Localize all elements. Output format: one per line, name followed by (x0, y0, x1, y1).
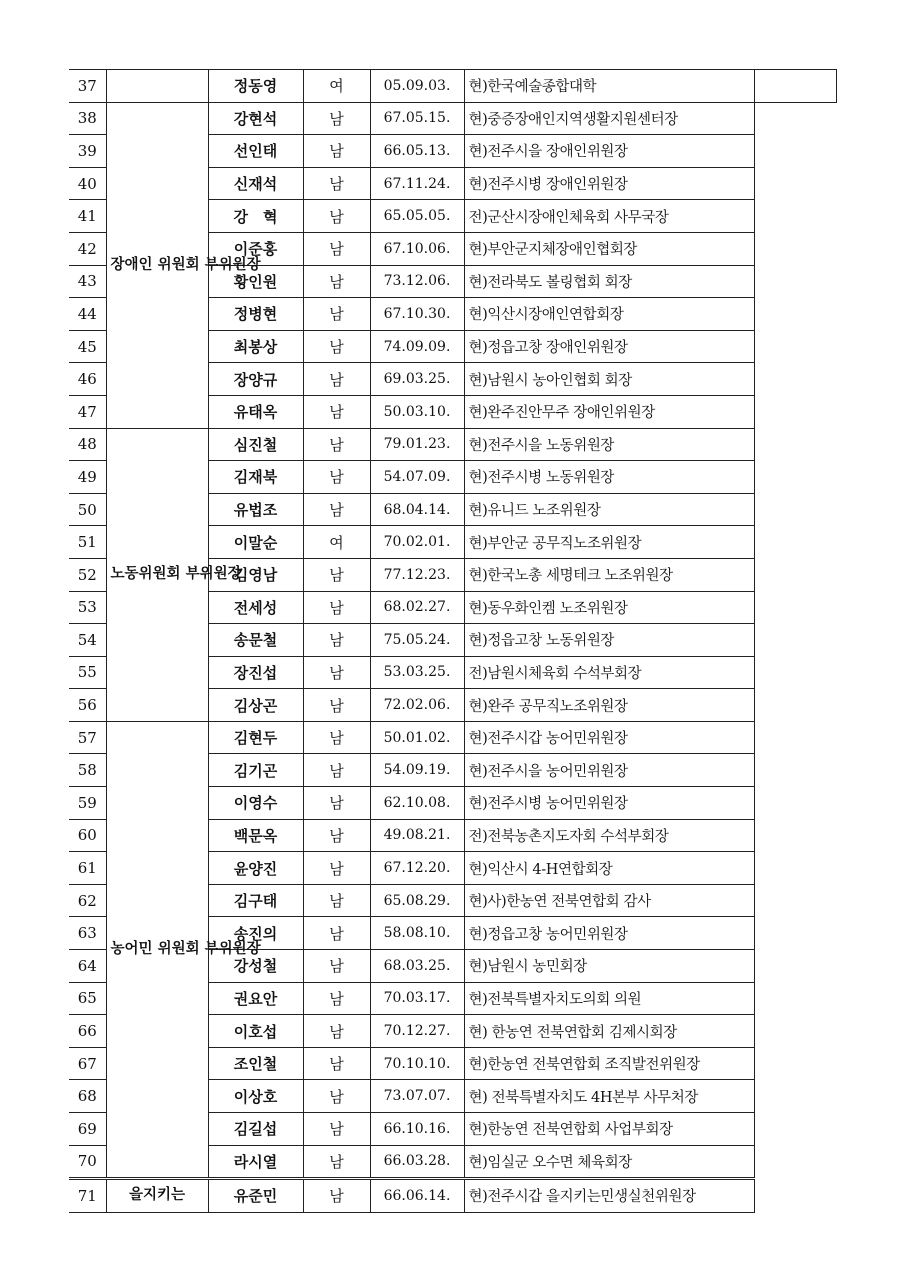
empty-cell (754, 1179, 836, 1213)
member-position: 현)전주시을 농어민위원장 (464, 754, 754, 787)
member-gender: 남 (303, 461, 370, 494)
empty-cell (754, 591, 836, 624)
empty-cell (754, 167, 836, 200)
row-number: 56 (69, 689, 106, 722)
empty-cell (754, 624, 836, 657)
member-gender: 남 (303, 721, 370, 754)
member-name: 이말순 (208, 526, 303, 559)
row-number: 69 (69, 1113, 106, 1146)
empty-cell (754, 135, 836, 168)
table-row (69, 721, 836, 754)
row-number: 59 (69, 787, 106, 820)
member-name: 송진의 (208, 917, 303, 950)
row-number: 63 (69, 917, 106, 950)
member-gender: 여 (303, 70, 370, 103)
row-number: 39 (69, 135, 106, 168)
member-position: 전)남원시체육회 수석부회장 (464, 656, 754, 689)
member-position: 현)부안군지체장애인협회장 (464, 232, 754, 265)
table-row (69, 70, 836, 103)
member-gender: 남 (303, 1179, 370, 1213)
member-gender: 남 (303, 656, 370, 689)
row-number: 45 (69, 330, 106, 363)
member-birthdate: 50.03.10. (370, 395, 464, 428)
member-name: 황인원 (208, 265, 303, 298)
table-row (69, 428, 836, 461)
member-gender: 남 (303, 167, 370, 200)
row-number: 52 (69, 558, 106, 591)
empty-cell (754, 200, 836, 233)
member-name: 윤양진 (208, 852, 303, 885)
empty-cell (754, 461, 836, 494)
empty-cell (754, 819, 836, 852)
empty-cell (754, 298, 836, 331)
member-birthdate: 50.01.02. (370, 721, 464, 754)
row-number: 71 (69, 1179, 106, 1213)
member-position: 현)전주시을 장애인위원장 (464, 135, 754, 168)
member-position: 현) 전북특별자치도 4H본부 사무처장 (464, 1080, 754, 1113)
member-birthdate: 73.07.07. (370, 1080, 464, 1113)
member-gender: 남 (303, 884, 370, 917)
member-birthdate: 58.08.10. (370, 917, 464, 950)
member-position: 현)한국노총 세명테크 노조위원장 (464, 558, 754, 591)
empty-cell (754, 330, 836, 363)
row-number: 57 (69, 721, 106, 754)
row-number: 55 (69, 656, 106, 689)
member-gender: 남 (303, 330, 370, 363)
member-birthdate: 05.09.03. (370, 70, 464, 103)
category-cell: 노동위원회 부위원장 (106, 428, 208, 721)
member-birthdate: 74.09.09. (370, 330, 464, 363)
empty-cell (754, 395, 836, 428)
row-number: 62 (69, 884, 106, 917)
member-name: 장진섭 (208, 656, 303, 689)
member-name: 장양규 (208, 363, 303, 396)
member-name: 이호섭 (208, 1015, 303, 1048)
member-birthdate: 67.10.06. (370, 232, 464, 265)
member-birthdate: 67.05.15. (370, 102, 464, 135)
category-cell: 농어민 위원회 부위원장 (106, 721, 208, 1178)
member-birthdate: 77.12.23. (370, 558, 464, 591)
member-birthdate: 66.03.28. (370, 1145, 464, 1179)
member-gender: 남 (303, 558, 370, 591)
member-position: 현)익산시장애인연합회장 (464, 298, 754, 331)
row-number: 66 (69, 1015, 106, 1048)
member-name: 강성철 (208, 950, 303, 983)
row-number: 61 (69, 852, 106, 885)
member-position: 전)전북농촌지도자회 수석부회장 (464, 819, 754, 852)
member-gender: 남 (303, 591, 370, 624)
member-birthdate: 65.05.05. (370, 200, 464, 233)
member-position: 현)남원시 농민회장 (464, 950, 754, 983)
empty-cell (754, 526, 836, 559)
member-gender: 남 (303, 787, 370, 820)
row-number: 38 (69, 102, 106, 135)
member-birthdate: 70.03.17. (370, 982, 464, 1015)
member-position: 현)사)한농연 전북연합회 감사 (464, 884, 754, 917)
row-number: 68 (69, 1080, 106, 1113)
member-position: 현) 한농연 전북연합회 김제시회장 (464, 1015, 754, 1048)
member-gender: 남 (303, 950, 370, 983)
member-name: 유법조 (208, 493, 303, 526)
member-birthdate: 67.12.20. (370, 852, 464, 885)
empty-cell (754, 1145, 836, 1179)
row-number: 60 (69, 819, 106, 852)
row-number: 51 (69, 526, 106, 559)
category-cell: 을지키는 (106, 1179, 208, 1213)
member-gender: 남 (303, 135, 370, 168)
row-number: 58 (69, 754, 106, 787)
member-gender: 남 (303, 982, 370, 1015)
member-position: 현)전라북도 볼링협회 회장 (464, 265, 754, 298)
member-name: 전세성 (208, 591, 303, 624)
table-row (69, 1179, 836, 1213)
member-birthdate: 66.06.14. (370, 1179, 464, 1213)
member-name: 유태옥 (208, 395, 303, 428)
member-name: 최봉상 (208, 330, 303, 363)
member-birthdate: 70.12.27. (370, 1015, 464, 1048)
member-birthdate: 62.10.08. (370, 787, 464, 820)
member-position: 현)전북특별자치도의회 의원 (464, 982, 754, 1015)
member-birthdate: 66.10.16. (370, 1113, 464, 1146)
member-gender: 남 (303, 1047, 370, 1080)
row-number: 67 (69, 1047, 106, 1080)
member-position: 현)한국예술종합대학 (464, 70, 754, 103)
row-number: 50 (69, 493, 106, 526)
member-position: 현)한농연 전북연합회 조직발전위원장 (464, 1047, 754, 1080)
member-name: 김기곤 (208, 754, 303, 787)
member-birthdate: 72.02.06. (370, 689, 464, 722)
member-position: 현)전주시갑 농어민위원장 (464, 721, 754, 754)
member-name: 이영수 (208, 787, 303, 820)
member-position: 현)전주시병 노동위원장 (464, 461, 754, 494)
row-number: 37 (69, 70, 106, 103)
member-name: 권요안 (208, 982, 303, 1015)
empty-cell (754, 232, 836, 265)
member-birthdate: 68.04.14. (370, 493, 464, 526)
member-gender: 남 (303, 1113, 370, 1146)
empty-cell (754, 1080, 836, 1113)
empty-cell (754, 721, 836, 754)
member-name: 라시열 (208, 1145, 303, 1179)
member-birthdate: 68.03.25. (370, 950, 464, 983)
member-position: 현)정읍고창 농어민위원장 (464, 917, 754, 950)
member-birthdate: 68.02.27. (370, 591, 464, 624)
row-number: 46 (69, 363, 106, 396)
member-position: 현)전주시을 노동위원장 (464, 428, 754, 461)
member-birthdate: 79.01.23. (370, 428, 464, 461)
member-birthdate: 65.08.29. (370, 884, 464, 917)
empty-cell (754, 787, 836, 820)
member-birthdate: 66.05.13. (370, 135, 464, 168)
empty-cell (754, 428, 836, 461)
member-gender: 남 (303, 689, 370, 722)
member-birthdate: 69.03.25. (370, 363, 464, 396)
member-name: 김현두 (208, 721, 303, 754)
member-name: 정동영 (208, 70, 303, 103)
member-position: 현)임실군 오수면 체육회장 (464, 1145, 754, 1179)
row-number: 49 (69, 461, 106, 494)
member-name: 송문철 (208, 624, 303, 657)
member-position: 현)정읍고창 노동위원장 (464, 624, 754, 657)
row-number: 70 (69, 1145, 106, 1179)
member-birthdate: 67.10.30. (370, 298, 464, 331)
member-roster-table (69, 69, 837, 1213)
empty-cell (754, 265, 836, 298)
roster-body (69, 70, 836, 1213)
member-name: 김재북 (208, 461, 303, 494)
member-position: 현)한농연 전북연합회 사업부회장 (464, 1113, 754, 1146)
empty-cell (754, 1015, 836, 1048)
row-number: 48 (69, 428, 106, 461)
member-gender: 남 (303, 363, 370, 396)
empty-cell (754, 950, 836, 983)
row-number: 65 (69, 982, 106, 1015)
empty-cell (754, 102, 836, 135)
row-number: 47 (69, 395, 106, 428)
table-row (69, 102, 836, 135)
category-cell (106, 70, 208, 103)
member-position: 현)완주 공무직노조위원장 (464, 689, 754, 722)
member-position: 현)전주시병 농어민위원장 (464, 787, 754, 820)
empty-cell (754, 363, 836, 396)
member-gender: 남 (303, 819, 370, 852)
member-birthdate: 54.09.19. (370, 754, 464, 787)
row-number: 54 (69, 624, 106, 657)
note-cell (754, 70, 836, 103)
member-birthdate: 73.12.06. (370, 265, 464, 298)
member-gender: 남 (303, 200, 370, 233)
member-position: 현)완주진안무주 장애인위원장 (464, 395, 754, 428)
empty-cell (754, 689, 836, 722)
member-gender: 남 (303, 232, 370, 265)
member-name: 조인철 (208, 1047, 303, 1080)
row-number: 44 (69, 298, 106, 331)
member-name: 정병현 (208, 298, 303, 331)
member-birthdate: 49.08.21. (370, 819, 464, 852)
empty-cell (754, 917, 836, 950)
member-gender: 남 (303, 265, 370, 298)
member-birthdate: 75.05.24. (370, 624, 464, 657)
member-position: 전)군산시장애인체육회 사무국장 (464, 200, 754, 233)
member-gender: 남 (303, 395, 370, 428)
member-birthdate: 67.11.24. (370, 167, 464, 200)
member-birthdate: 70.10.10. (370, 1047, 464, 1080)
empty-cell (754, 884, 836, 917)
row-number: 42 (69, 232, 106, 265)
member-gender: 남 (303, 102, 370, 135)
member-gender: 남 (303, 852, 370, 885)
member-birthdate: 54.07.09. (370, 461, 464, 494)
member-position: 현)정읍고창 장애인위원장 (464, 330, 754, 363)
member-gender: 남 (303, 624, 370, 657)
member-name: 백문옥 (208, 819, 303, 852)
member-gender: 남 (303, 754, 370, 787)
member-position: 현)동우화인켐 노조위원장 (464, 591, 754, 624)
member-name: 김길섭 (208, 1113, 303, 1146)
member-position: 현)전주시갑 을지키는민생실천위원장 (464, 1179, 754, 1213)
empty-cell (754, 1047, 836, 1080)
empty-cell (754, 1113, 836, 1146)
member-gender: 남 (303, 1015, 370, 1048)
empty-cell (754, 852, 836, 885)
member-birthdate: 70.02.01. (370, 526, 464, 559)
member-position: 현)남원시 농아인협회 회장 (464, 363, 754, 396)
member-gender: 여 (303, 526, 370, 559)
member-gender: 남 (303, 428, 370, 461)
member-name: 강현석 (208, 102, 303, 135)
member-name: 강 혁 (208, 200, 303, 233)
empty-cell (754, 982, 836, 1015)
member-position: 현)부안군 공무직노조위원장 (464, 526, 754, 559)
member-name: 유준민 (208, 1179, 303, 1213)
member-gender: 남 (303, 493, 370, 526)
empty-cell (754, 558, 836, 591)
row-number: 43 (69, 265, 106, 298)
member-gender: 남 (303, 298, 370, 331)
member-name: 선인태 (208, 135, 303, 168)
member-gender: 남 (303, 1080, 370, 1113)
category-cell: 장애인 위원회 부위원장 (106, 102, 208, 428)
row-number: 53 (69, 591, 106, 624)
member-name: 김구태 (208, 884, 303, 917)
row-number: 40 (69, 167, 106, 200)
member-name: 이상호 (208, 1080, 303, 1113)
member-name: 신재석 (208, 167, 303, 200)
member-name: 이준홍 (208, 232, 303, 265)
member-name: 김영남 (208, 558, 303, 591)
member-birthdate: 53.03.25. (370, 656, 464, 689)
member-name: 심진철 (208, 428, 303, 461)
member-position: 현)전주시병 장애인위원장 (464, 167, 754, 200)
empty-cell (754, 493, 836, 526)
row-number: 41 (69, 200, 106, 233)
member-gender: 남 (303, 917, 370, 950)
member-gender: 남 (303, 1145, 370, 1179)
member-position: 현)중증장애인지역생활지원센터장 (464, 102, 754, 135)
member-position: 현)익산시 4-H연합회장 (464, 852, 754, 885)
empty-cell (754, 754, 836, 787)
member-name: 김상곤 (208, 689, 303, 722)
member-position: 현)유니드 노조위원장 (464, 493, 754, 526)
empty-cell (754, 656, 836, 689)
row-number: 64 (69, 950, 106, 983)
